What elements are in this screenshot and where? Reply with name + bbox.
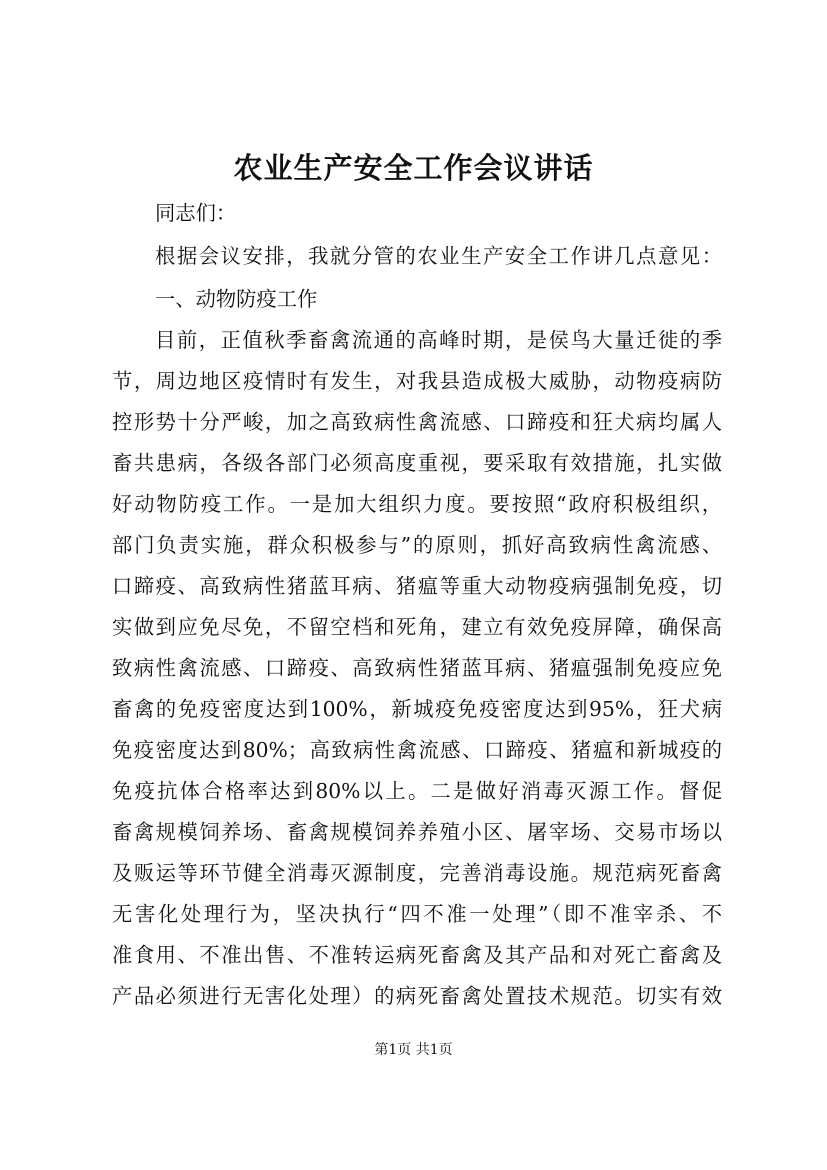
body-line: 好动物防疫工作。一是加大组织力度。要按照“政府积极组织，	[112, 492, 722, 516]
salutation: 同志们：	[155, 201, 237, 225]
body-line: 畜禽规模饲养场、畜禽规模饲养养殖小区、屠宰场、交易市场以	[112, 820, 722, 844]
body-line: 节，周边地区疫情时有发生，对我县造成极大威胁，动物疫病防	[112, 369, 722, 393]
body-line: 畜共患病，各级各部门必须高度重视，要采取有效措施，扎实做	[112, 451, 722, 475]
body-line: 实做到应免尽免，不留空档和死角，建立有效免疫屏障，确保高	[112, 615, 722, 639]
body-line: 免疫密度达到80%；高致病性禽流感、口蹄疫、猪瘟和新城疫的	[112, 738, 722, 762]
page-footer: 第1页 共1页	[374, 1042, 453, 1058]
body-line: 畜禽的免疫密度达到100%，新城疫免疫密度达到95%，狂犬病	[112, 697, 722, 721]
intro-paragraph: 根据会议安排，我就分管的农业生产安全工作讲几点意见：	[155, 244, 722, 268]
document-title: 农业生产安全工作会议讲话	[233, 151, 594, 185]
body-line: 控形势十分严峻，加之高致病性禽流感、口蹄疫和狂犬病均属人	[112, 410, 722, 434]
body-line: 免疫抗体合格率达到80%以上。二是做好消毒灭源工作。督促	[112, 779, 722, 803]
body-line: 无害化处理行为，坚决执行“四不准一处理”（即不准宰杀、不	[112, 902, 722, 926]
body-line: 及贩运等环节健全消毒灭源制度，完善消毒设施。规范病死畜禽	[112, 861, 722, 885]
body-line: 产品必须进行无害化处理）的病死畜禽处置技术规范。切实有效	[112, 984, 722, 1008]
body-line: 目前，正值秋季畜禽流通的高峰时期，是侯鸟大量迁徙的季	[155, 328, 722, 352]
body-line: 部门负责实施，群众积极参与”的原则，抓好高致病性禽流感、	[112, 533, 722, 557]
body-line: 口蹄疫、高致病性猪蓝耳病、猪瘟等重大动物疫病强制免疫，切	[112, 574, 722, 598]
section-heading: 一、动物防疫工作	[155, 287, 318, 311]
body-line: 致病性禽流感、口蹄疫、高致病性猪蓝耳病、猪瘟强制免疫应免	[112, 656, 722, 680]
body-line: 准食用、不准出售、不准转运病死畜禽及其产品和对死亡畜禽及	[112, 943, 722, 967]
